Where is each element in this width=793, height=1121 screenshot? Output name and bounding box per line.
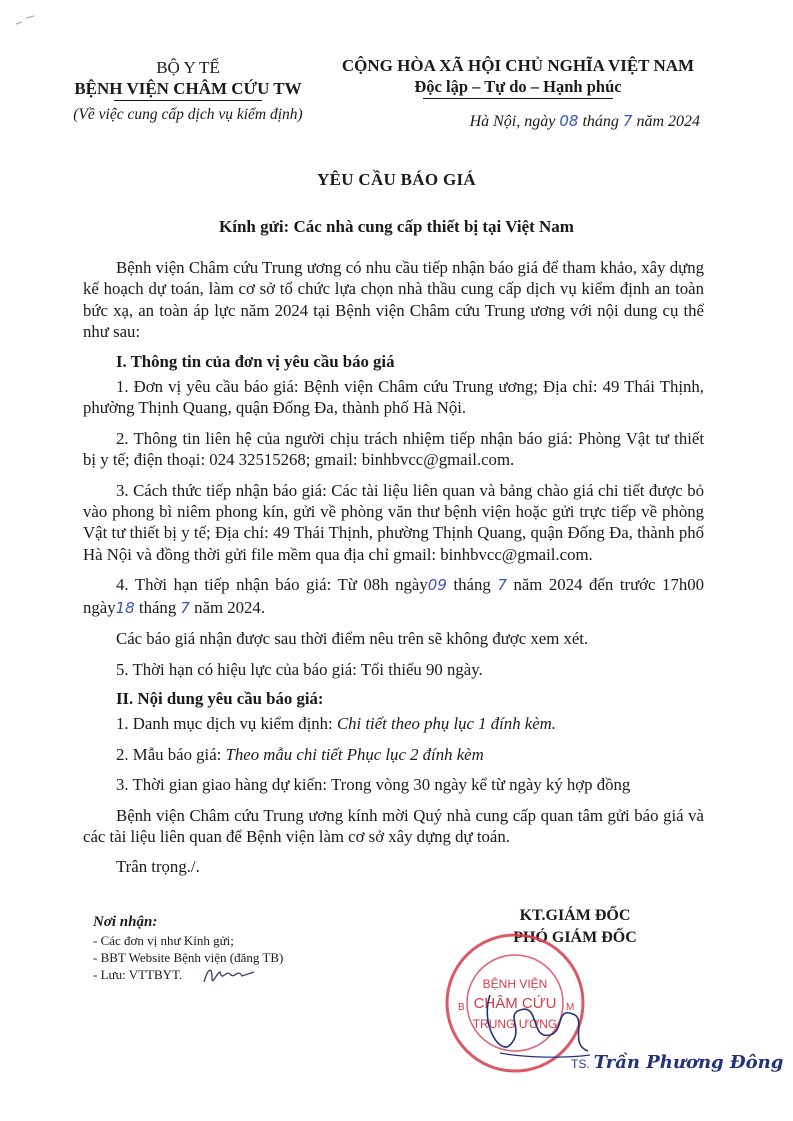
signer-fullname: Trần Phương Đông [593,1052,784,1073]
document-subject: (Về việc cung cấp dịch vụ kiểm định) [73,106,303,123]
section1-item3: 3. Cách thức tiếp nhận báo giá: Các tài liệu liên quan và bảng chào giá chi tiết được bỏ vào phong bì niêm phong kín, gửi về phòng văn thư bệnh viện hoặc gửi trực tiếp về phòng Vật tư thiết bị y tế; Địa chỉ: 49 Thái Thịnh, phường Thịnh Quang, quận Đống Đa, thành phố Hà Nội và đồng thời gửi file mềm qua địa chỉ gmail: binhbvcc@gmail.com. [83,480,704,564]
recipients-heading: Nơi nhận: [93,914,158,930]
date-day-handwritten: 08 [559,112,579,130]
signatory-title-1: KT.GIÁM ĐỐC [519,907,631,924]
date-year: năm 2024 [636,113,700,130]
recipient-item: - Lưu: VTTBYT. [93,967,183,982]
national-motto: Độc lập – Tự do – Hạnh phúc [414,77,622,96]
national-header [318,55,718,99]
section2-item1-value: Chi tiết theo phụ lục 1 đính kèm. [336,714,556,734]
republic-name: CỘNG HÒA XÃ HỘI CHỦ NGHĨA VIỆT NAM [341,56,695,75]
issuer-header [58,58,318,125]
section2-item1-label: 1. Danh mục dịch vụ kiểm định: [116,714,333,734]
stamp-line-3: TRUNG ƯƠNG [472,1017,558,1031]
date-month-label: tháng [582,113,619,130]
recipient-item: - BBT Website Bệnh viện (đăng TB) [93,950,284,965]
document-body [83,248,704,881]
scan-mark [12,10,42,30]
document-date [400,112,700,131]
section2-item2 [83,744,704,765]
item4-text-a: 4. Thời hạn tiếp nhận báo giá: Từ 08h ngày [116,575,428,595]
closing-paragraph: Bệnh viện Châm cứu Trung ương kính mời Quý nhà cung cấp quan tâm gửi báo giá và các tài liệu liên quan để Bệnh viện làm cơ sở xây dựng dự toán. [83,805,704,846]
signatory-title-2: PHÓ GIÁM ĐỐC [513,929,637,946]
recipient-item: - Các đơn vị như Kính gửi; [93,933,234,948]
date-prefix: Hà Nội, ngày [469,113,556,130]
ministry-name: BỘ Y TẾ [156,58,220,77]
regards: Trân trọng./. [116,857,200,877]
item4-text-e: năm 2024. [194,597,266,617]
salutation: Kính gửi: Các nhà cung cấp thiết bị tại Việt Nam [219,217,574,236]
stamp-line-2: CHÂM CỨU [473,995,557,1012]
section2-item3: 3. Thời gian giao hàng dự kiến: Trong vòng 30 ngày kể từ ngày ký hợp đồng [116,775,631,795]
item4-day1-handwritten: 09 [427,576,447,595]
svg-text:M: M [566,1002,575,1013]
section2-item2-value: Theo mẫu chi tiết Phục lục 2 đính kèm [225,744,484,764]
section1-heading: I. Thông tin của đơn vị yêu cầu báo giá [116,351,395,371]
motto-underline [423,98,613,99]
signer-name [571,1052,783,1073]
section2-item1 [83,713,704,734]
initials-signature [200,960,260,994]
stamp-line-1: BỆNH VIỆN [482,977,548,991]
intro-paragraph: Bệnh viện Châm cứu Trung ương có nhu cầu tiếp nhận báo giá để tham khảo, xây dựng kế hoạch dự toán, làm cơ sở tổ chức lựa chọn nhà thầu cung cấp dịch vụ kiểm định an toàn bức xạ, an toàn áp lực năm 2024 tại Bệnh viện Châm cứu Trung ương với nội dung cụ thể như sau: [83,258,704,342]
item4-day2-handwritten: 18 [115,598,135,617]
document-title: YÊU CẦU BÁO GIÁ [317,170,476,189]
item4-text-b: tháng [453,575,491,595]
signer-degree: TS. [571,1057,590,1071]
svg-text:B: B [458,1002,465,1013]
section1-item5: 5. Thời hạn có hiệu lực của báo giá: Tối thiểu 90 ngày. [116,659,483,679]
hospital-name: BỆNH VIỆN CHÂM CỨU TW [74,79,302,98]
date-month-handwritten: 7 [622,112,633,130]
item4-text-d: tháng [138,597,177,617]
header-underline [114,100,262,101]
section2-item2-label: 2. Mẫu báo giá: [116,744,222,764]
item4-month2-handwritten: 7 [180,598,190,617]
section1-item2: 2. Thông tin liên hệ của người chịu trách nhiệm tiếp nhận báo giá: Phòng Vật tư thiết bị y tế; điện thoại: 024 32515268; gmail: binhbvcc@gmail.com. [83,428,704,470]
section1-item1: 1. Đơn vị yêu cầu báo giá: Bệnh viện Châm cứu Trung ương; Địa chỉ: 49 Thái Thịnh, phường Thịnh Quang, quận Đống Đa, thành phố Hà Nội. [83,377,704,418]
section2-heading: II. Nội dung yêu cầu báo giá: [116,688,324,708]
section1-note: Các báo giá nhận được sau thời điểm nêu trên sẽ không được xem xét. [116,629,589,649]
item4-month1-handwritten: 7 [497,576,507,595]
item4-text-c: năm 2024 đến trước 17h00 ngày [83,575,705,617]
section1-item4 [83,574,704,619]
